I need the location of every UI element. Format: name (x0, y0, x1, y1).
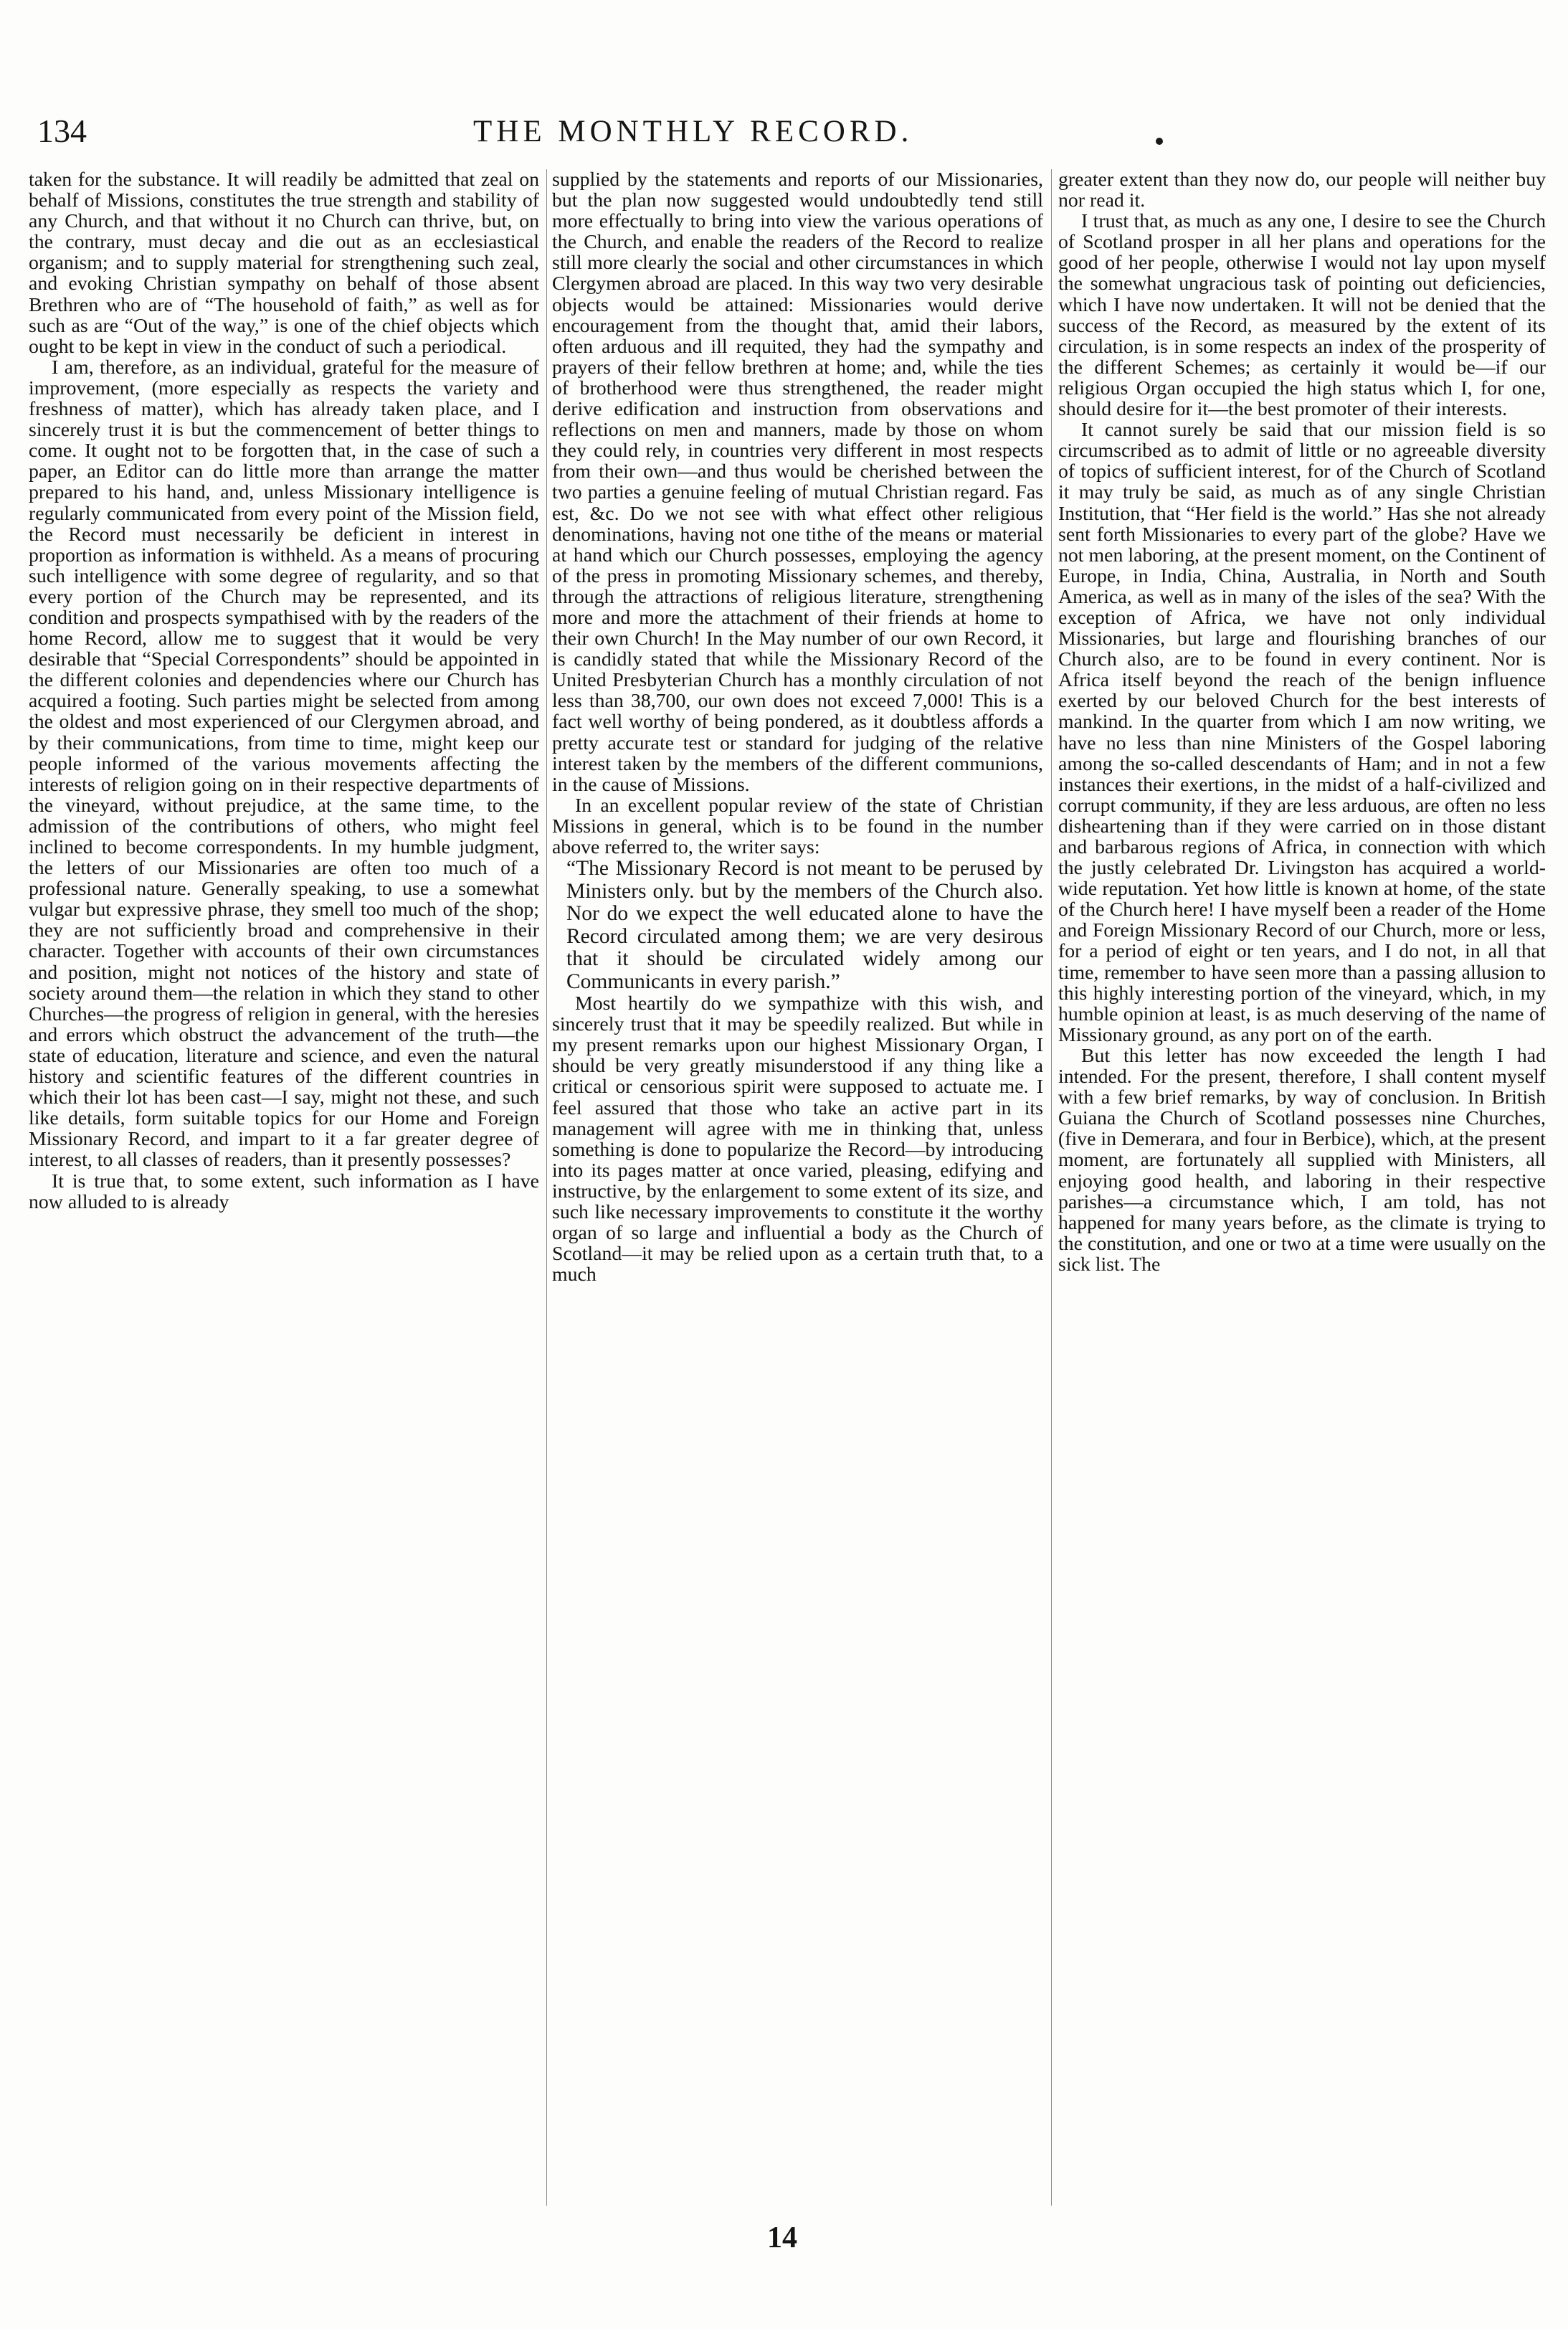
text-column-3 (1058, 169, 1546, 2206)
text-column-2 (552, 169, 1043, 2206)
paragraph: In an excellent popular review of the state of Christian Missions in general, which is to be found in the number above referred to, the writer says: (552, 794, 1043, 858)
paragraph: It cannot surely be said that our mission field is so circumscribed as to admit of little or no agreeable diversity of topics of sufficient interest, for of the Church of Scotland it may truly be said, as much as of any single Christian Institution, that “Her field is the world.” Has she not already sent forth Missionaries to every part of the globe? Have we not men laboring, at the present moment, on the Continent of Europe, in India, China, Australia, in North and South America, as well as in many of the isles of the sea? With the exception of Africa, we have not only individual Missionaries, but large and flourishing branches of our Church also, are to be found in every continent. Nor is Africa itself beyond the reach of the benign influence exerted by our beloved Church for the best interests of mankind. In the quarter from which I am now writing, we have no less than nine Ministers of the Gospel laboring among the so-called descendants of Ham; and in not a few instances their exertions, in the midst of a half-civilized and corrupt community, if they are less arduous, are often no less disheartening than if they were carried on in those distant and barbarous regions of Africa, in connection with which the justly celebrated Dr. Livingston has acquired a world-wide reputation. Yet how little is known at home, of the state of the Church here! I have myself been a reader of the Home and Foreign Missionary Record of our Church, more or less, for a period of eight or ten years, and I do not, in all that time, remember to have seen more than a passing allusion to this highly interesting portion of the vineyard, which, in my humble opinion at least, is as much deserving of the name of Missionary ground, as any port on of the earth. (1058, 419, 1546, 1046)
paragraph: supplied by the statements and reports of our Missionaries, but the plan now suggested would undoubtedly tend still more effectually to bring into view the various operations of the Church, and enable the readers of the Record to realize still more clearly the social and other circumstances in which Clergymen abroad are placed. In this way two very desirable objects would be attained: Missionaries would derive encouragement from the thought that, amid their labors, often arduous and ill requited, they had the sympathy and prayers of their fellow brethren at home; and, while the ties of brotherhood were thus strengthened, the reader might derive edification and instruction from observations and reflections on men and manners, made by those on whom they could rely, in countries very different in most respects from their own—and thus would be cherished between the two parties a genuine feeling of mutual Christian regard. Fas est, &c. Do we not see with what effect other religious denominations, having not one tithe of the means or material at hand which our Church possesses, employing the agency of the press in promoting Missionary schemes, and thereby, through the attractions of religious literature, strengthening more and more the attachment of their friends at home to their own Church! In the May number of our own Record, it is candidly stated that while the Missionary Record of the United Presbyterian Church has a monthly circulation of not less than 38,700, our own does not exceed 7,000! This is a fact well worthy of being pondered, as it doubtless affords a pretty accurate test or standard for judging of the relative interest taken by the members of the different communions, in the cause of Missions. (552, 169, 1043, 796)
paragraph: greater extent than they now do, our people will neither buy nor read it. (1058, 169, 1546, 212)
column-rule (546, 169, 547, 2206)
running-title: THE MONTHLY RECORD. (473, 115, 913, 148)
text-column-1 (29, 169, 539, 2206)
block-quote: “The Missionary Record is not meant to be perused by Ministers only. but by the members of the Church also. Nor do we expect the well educated alone to have the Record circulated among them; we are very desirous that it should be circulated widely among our Communicants in every parish.” (566, 857, 1043, 993)
paragraph: taken for the substance. It will readily be admitted that zeal on behalf of Missions, constitutes the true strength and stability of any Church, and that without it no Church can thrive, but, on the contrary, must decay and die out as an ecclesiastical organism; and to supply material for strengthening such zeal, and evoking Christian sympathy on behalf of those absent Brethren who are of “The household of faith,” as well as for such as are “Out of the way,” is one of the chief objects which ought to be kept in view in the conduct of such a periodical. (29, 169, 539, 358)
paragraph: Most heartily do we sympathize with this wish, and sincerely trust that it may be speedily realized. But while in my present remarks upon our highest Missionary Organ, I should be very greatly misunderstood if any thing like a critical or censorious spirit were supposed to actuate me. I feel assured that those who take an active part in its management will agree with me in thinking that, unless something is done to popularize the Record—by introducing into its pages matter at once varied, pleasing, edifying and instructive, by the enlargement to some extent of its size, and such like necessary improvements to constitute it the worthy organ of so large and influential a body as the Church of Scotland—it may be relied upon as a certain truth that, to a much (552, 992, 1043, 1286)
paragraph: But this letter has now exceeded the length I had intended. For the present, therefore, I shall content myself with a few brief remarks, by way of conclusion. In British Guiana the Church of Scotland possesses nine Churches, (five in Demerara, and four in Berbice), which, at the present moment, are fortunately all supplied with Ministers, all enjoying good health, and laboring in their respective parishes—a circumstance which, I am told, has not happened for many years before, as the climate is trying to the constitution, and one or two at a time were usually on the sick list. The (1058, 1044, 1546, 1276)
paragraph: It is true that, to some extent, such information as I have now alluded to is already (29, 1170, 539, 1213)
signature-mark: 14 (767, 2221, 797, 2254)
paragraph: I am, therefore, as an individual, grateful for the measure of improvement, (more especially as respects the variety and freshness of matter), which has already taken place, and I sincerely trust it is but the commencement of better things to come. It ought not to be forgotten that, in the case of such a paper, an Editor can do little more than arrange the matter prepared to his hand, and, unless Missionary intelligence is regularly communicated from every point of the Mission field, the Record must necessarily be deficient in interest in proportion as information is withheld. As a means of procuring such intelligence with some degree of regularity, and so that every portion of the Church may be represented, and its condition and prospects sympathised with by the readers of the home Record, allow me to suggest that it would be very desirable that “Special Correspondents” should be appointed in the different colonies and dependencies where our Church has acquired a footing. Such parties might be selected from among the oldest and most experienced of our Clergymen abroad, and by their communications, from time to time, might keep our people informed of the various movements affecting the interests of religion going on in their respective departments of the vineyard, without prejudice, at the same time, to the admission of the contributions of others, who might feel inclined to become correspondents. In my humble judgment, the letters of our Missionaries are often too much of a professional nature. Generally speaking, to use a somewhat vulgar but expressive phrase, they smell too much of the shop; they are not sufficiently broad and comprehensive in their character. Together with accounts of their own circumstances and position, might not notices of the history and state of society around them—the relation in which they stand to other Churches—the progress of religion in general, with the heresies and errors which obstruct the advancement of the truth—the state of education, literature and science, and even the natural history and scientific features of the different countries in which their lot has been cast—I say, might not these, and such like details, form suitable topics for our Home and Foreign Missionary Record, and impart to it a far greater degree of interest, to all classes of readers, than it presently possesses? (29, 356, 539, 1172)
ink-speck (1156, 138, 1163, 145)
paragraph: I trust that, as much as any one, I desire to see the Church of Scotland prosper in all her plans and operations for the good of her people, otherwise I would not lay upon myself the somewhat ungracious task of pointing out deficiencies, which I have now undertaken. It will not be denied that the success of the Record, as measured by the extent of its circulation, is in some respects an index of the prosperity of the different Schemes; as certainly it would be—if our religious Organ occupied the high status which I, for one, should desire for it—the best promoter of their interests. (1058, 210, 1546, 421)
page-number: 134 (37, 113, 87, 149)
column-rule (1051, 169, 1052, 2206)
